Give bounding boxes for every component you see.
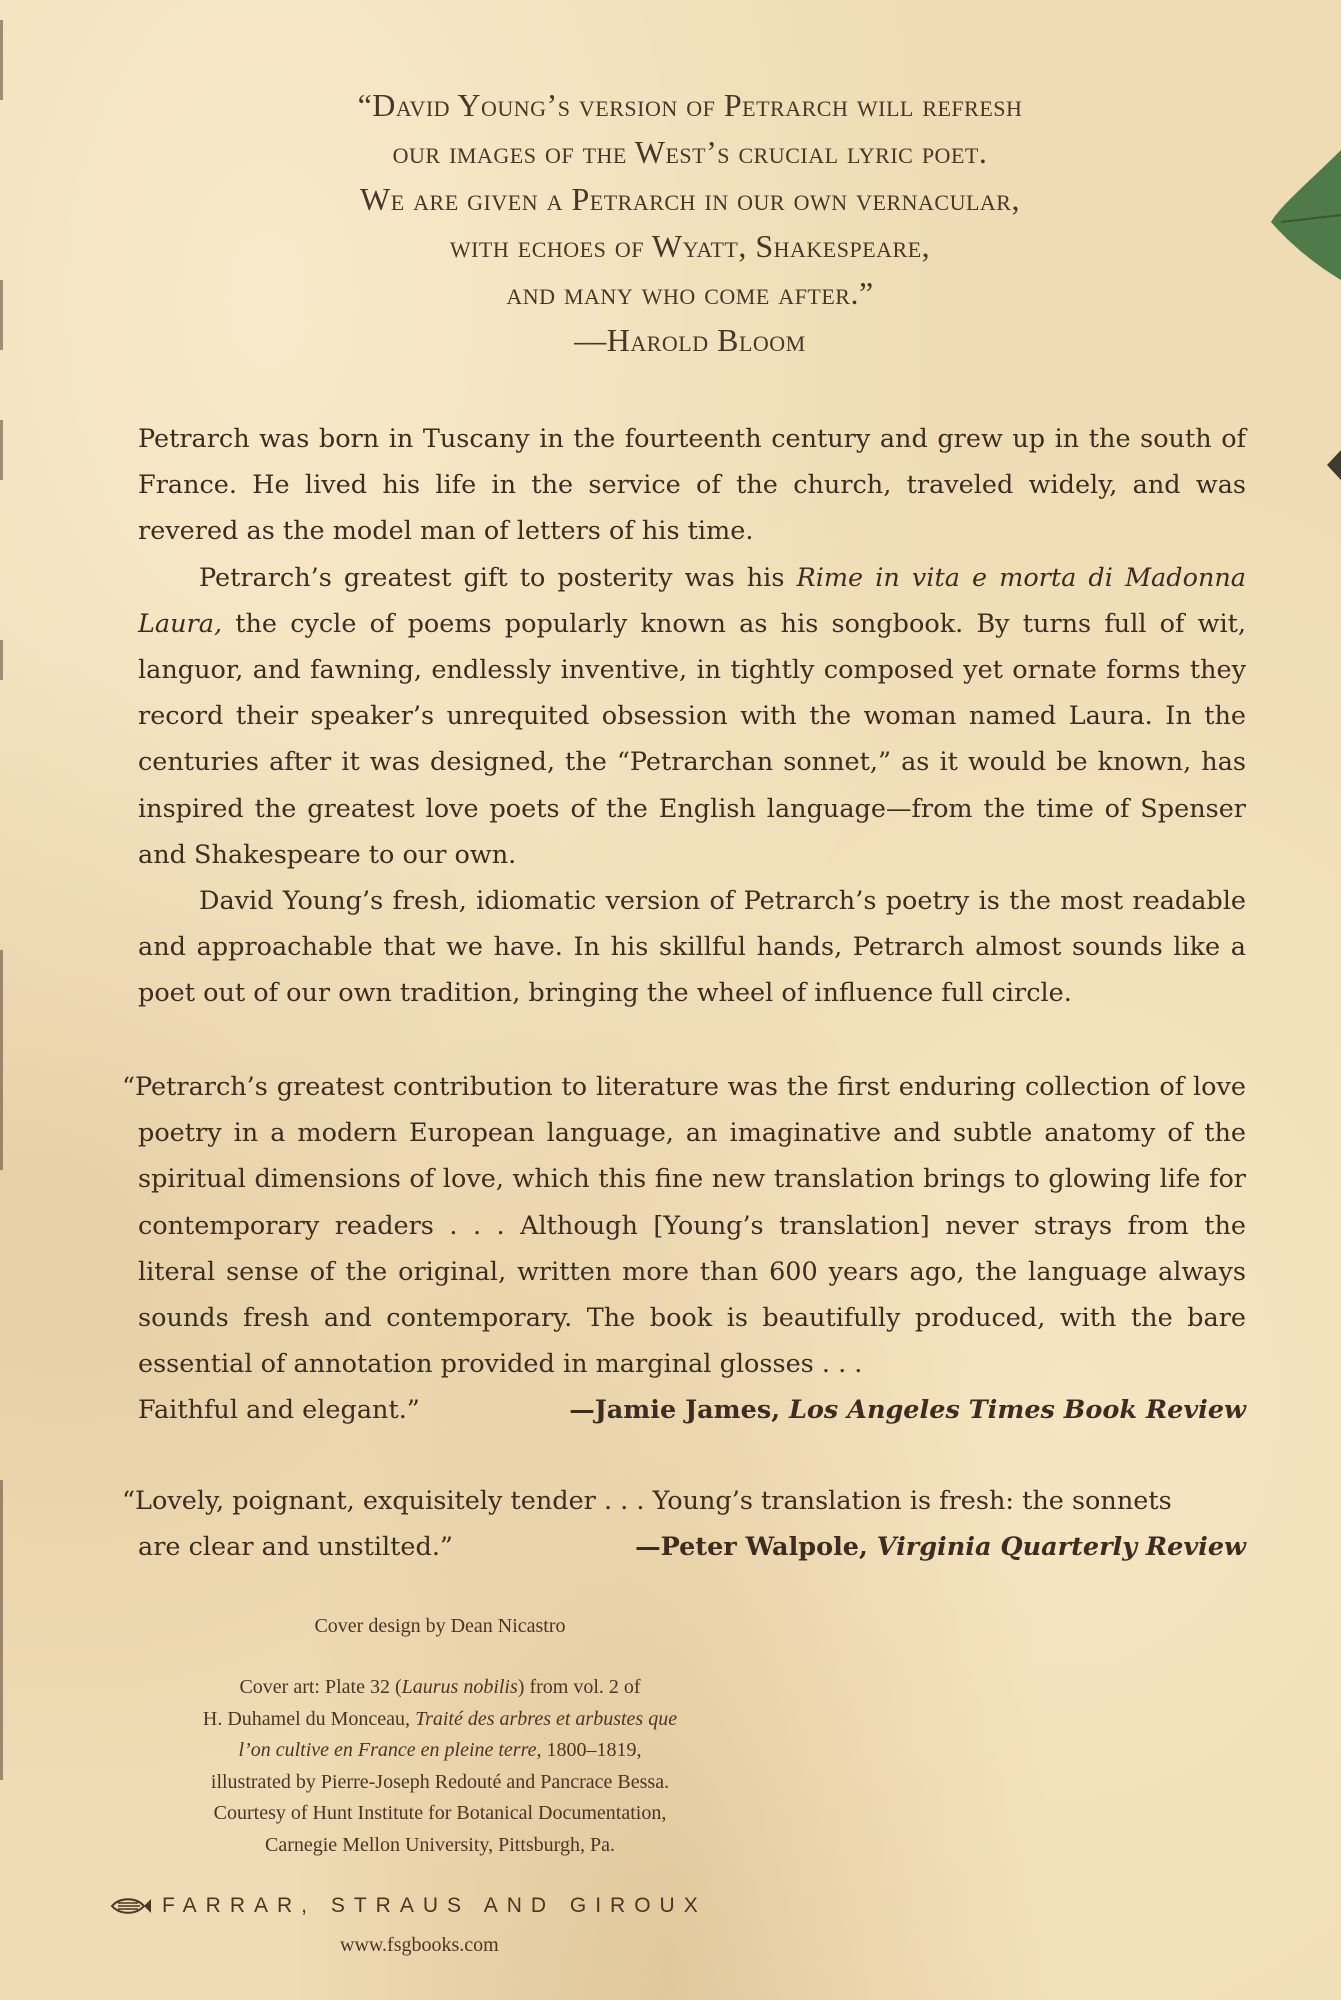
work-title: Rime in vita e morta di Madonna Laura, (138, 562, 1246, 639)
book-description (138, 416, 1246, 1017)
review-last-line: Faithful and elegant.” (138, 1395, 420, 1426)
harold-bloom-blurb (140, 82, 1240, 364)
description-paragraph: David Young’s fresh, idiomatic version of Petrarch’s poetry is the most readable and approachable that we have. In his skillful hands, Petrarch almost sounds like a poet out of our own tradition, bringing the wheel of influence full circle. (138, 886, 1246, 1009)
review-attribution: —Peter Walpole, Virginia Quarterly Review (635, 1532, 1246, 1563)
review-peter-walpole (122, 1478, 1246, 1570)
laurel-leaf-icon (1271, 150, 1341, 280)
cover-art-credit: Cover art: Plate 32 (Laurus nobilis) from vol. 2 of H. Duhamel du Monceau, Traité des arbres et arbustes que l’on cultive en France en pleine terre, 1800–1819, illustrated by Pierre-Joseph Redouté and Pancrace Bessa. Courtesy of Hunt Institute for Botanical Documentation, Carnegie Mellon University, Pittsburgh, Pa. (202, 1676, 678, 1856)
description-paragraph: Petrarch was born in Tuscany in the fourteenth century and grew up in the south of France. He lived his life in the service of the church, traveled widely, and was revered as the model man of letters of his time. (138, 424, 1246, 547)
fsg-fish-logo-icon (110, 1895, 152, 1917)
review-jamie-james (122, 1064, 1246, 1434)
publisher-name: FARRAR, STRAUS AND GIROUX (110, 1894, 750, 1918)
blurb-line: We are given a Petrarch in our own vernacular, (360, 181, 1020, 217)
leaf-tip-icon (1327, 450, 1341, 480)
review-text: “Petrarch’s greatest contribution to literature was the first enduring collection of love poetry in a modern European language, an imaginative and subtle anatomy of the spiritual dimensions of love, which this fine new translation brings to glowing life for contemporary readers . . . Although [Young’s translation] never strays from the literal sense of the original, written more than 600 years ago, the language always sounds fresh and contemporary. The book is beautifully produced, with the bare essential of annotation provided in marginal glosses . . . (122, 1072, 1246, 1380)
cover-design-credit: Cover design by Dean Nicastro (314, 1615, 566, 1637)
spine-edge-marks (0, 0, 10, 1800)
review-attribution-row (138, 1387, 1246, 1433)
publisher-website-link[interactable]: www.fsgbooks.com (340, 1934, 499, 1956)
review-attribution-row (138, 1524, 1246, 1570)
review-last-line: are clear and unstilted.” (138, 1532, 453, 1563)
blurb-line: “David Young’s version of Petrarch will refresh (357, 87, 1023, 123)
review-attribution: —Jamie James, Los Angeles Times Book Review (569, 1395, 1246, 1426)
review-text: “Lovely, poignant, exquisitely tender . . . Young’s translation is fresh: the sonnets (122, 1486, 1172, 1516)
blurb-line: and many who come after.” (506, 275, 874, 311)
description-paragraph: Petrarch’s greatest gift to posterity was his Rime in vita e morta di Madonna Laura, the cycle of poems popularly known as his songbook. By turns full of wit, languor, and fawning, endlessly inventive, in tightly composed yet ornate forms they record their speaker’s unrequited obsession with the woman named Laura. In the centuries after it was designed, the “Petrarchan sonnet,” as it would be known, has inspired the greatest love poets of the English language—from the time of Spenser and Shakespeare to our own. (138, 562, 1246, 870)
blurb-attribution: —Harold Bloom (574, 322, 806, 358)
blurb-line: with echoes of Wyatt, Shakespeare, (449, 228, 931, 264)
blurb-line: our images of the West’s crucial lyric poet. (392, 134, 988, 170)
